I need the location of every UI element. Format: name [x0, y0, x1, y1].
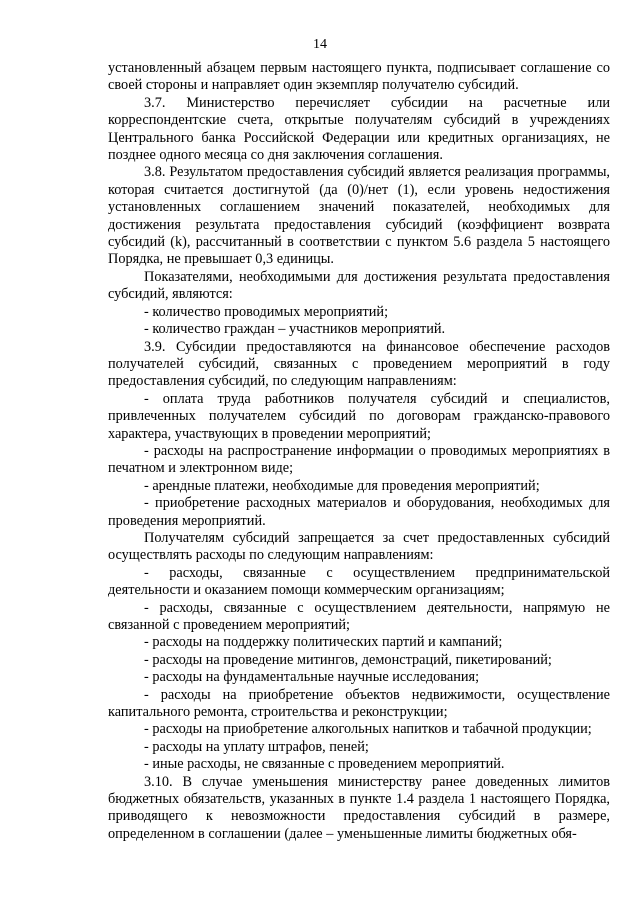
document-body: [108, 60, 610, 843]
page-number: 14: [313, 37, 327, 52]
paragraph: - количество граждан – участников мероприятий.: [144, 321, 446, 338]
paragraph: 3.8. Результатом предоставления субсидий является реализация программы, которая считается достигнутой (да (0)/нет (1), если уровень недостижения установленных соглашением значений показателей, необходимых для достижения результата предоставления субсидий (коэффициент возврата субсидий (k), рассчитанный в соответствии с пунктом 5.6 раздела 5 настоящего Порядка, не превышает 0,3 единицы.: [108, 164, 610, 268]
paragraph: - приобретение расходных материалов и оборудования, необходимых для проведения мероприятий.: [108, 495, 610, 529]
paragraph: - расходы, связанные с осуществлением предпринимательской деятельности и оказанием помощи коммерческим организациям;: [108, 564, 610, 599]
paragraph: - расходы на распространение информации о проводимых мероприятиях в печатном и электронном виде;: [108, 442, 610, 477]
paragraph: 3.10. В случае уменьшения министерству ранее доведенных лимитов бюджетных обязательств, указанных в пункте 1.4 раздела 1 настоящего Порядка, приводящего к невозможности предоставления субсидий в размере, определенном в соглашении (далее – уменьшенные лимиты бюджетных обя-: [108, 773, 610, 842]
paragraph: - расходы на проведение митингов, демонстраций, пикетирований;: [144, 651, 552, 668]
paragraph: 3.9. Субсидии предоставляются на финансовое обеспечение расходов получателей субсидий, связанных с проведением мероприятий в году предоставления субсидий, по следующим направлениям:: [108, 338, 610, 390]
paragraph: - количество проводимых мероприятий;: [144, 303, 389, 320]
paragraph: 3.7. Министерство перечисляет субсидии на расчетные или корреспондентские счета, открытые получателям субсидий в учреждениях Центрального банка Российской Федерации или кредитных организациях, не позднее одного месяца со дня заключения соглашения.: [108, 94, 610, 164]
paragraph: Получателям субсидий запрещается за счет предоставленных субсидий осуществлять расходы по следующим направлениям:: [108, 529, 610, 564]
paragraph: - расходы на приобретение объектов недвижимости, осуществление капитального ремонта, строительства и реконструкции;: [108, 686, 610, 721]
paragraph: Показателями, необходимыми для достижения результата предоставления субсидий, являются:: [108, 268, 610, 303]
paragraph: - арендные платежи, необходимые для проведения мероприятий;: [144, 477, 540, 494]
paragraph: установленный абзацем первым настоящего пункта, подписывает соглашение со своей стороны и направляет один экземпляр получателю субсидий.: [108, 60, 610, 94]
paragraph: - иные расходы, не связанные с проведением мероприятий.: [144, 756, 505, 773]
paragraph: - расходы на уплату штрафов, пеней;: [144, 738, 369, 755]
paragraph: - оплата труда работников получателя субсидий и специалистов, привлеченных получателем субсидий по договорам гражданско-правового характера, участвующих в проведении мероприятий;: [108, 390, 610, 442]
paragraph: - расходы, связанные с осуществлением деятельности, напрямую не связанной с проведением мероприятий;: [108, 599, 610, 633]
paragraph: - расходы на приобретение алкогольных напитков и табачной продукции;: [144, 721, 592, 738]
paragraph: - расходы на фундаментальные научные исследования;: [144, 669, 480, 686]
paragraph: - расходы на поддержку политических партий и кампаний;: [144, 634, 503, 651]
